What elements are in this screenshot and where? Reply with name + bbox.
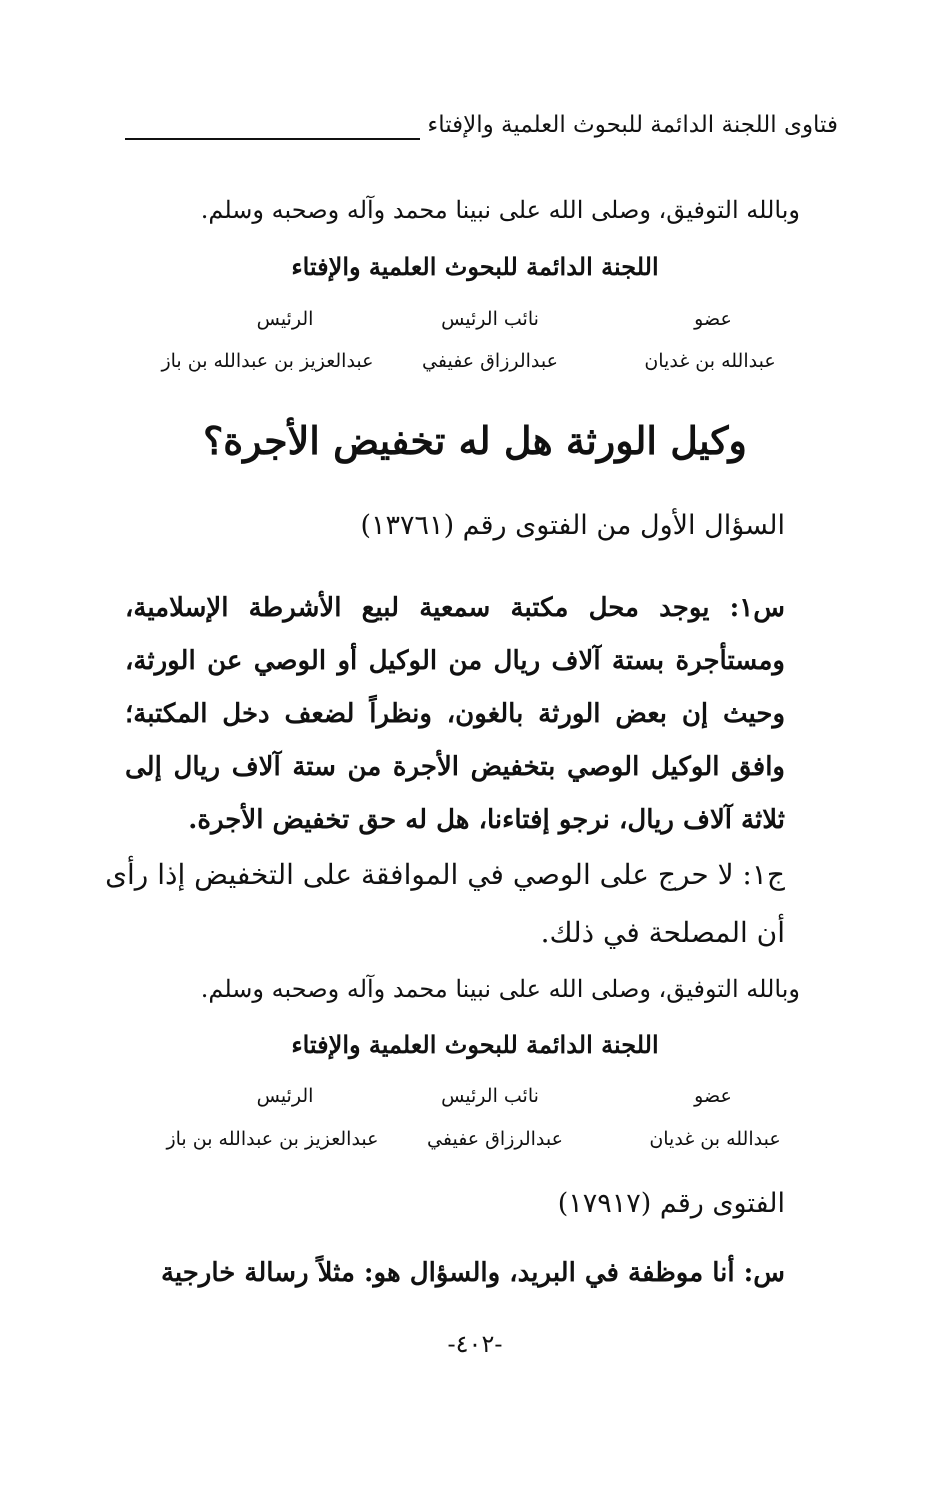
signatory-name-chairman: عبدالعزيز بن عبدالله بن باز [161,350,374,372]
question-text: س١: يوجد محل مكتبة سمعية لبيع الأشرطة الإسلامية، ومستأجرة بستة آلاف ريال من الوكيل أو الوصي عن الورثة، وحيث إن بعض الورثة بالغون، ونظراً لضعف دخل المكتبة؛ وافق الوكيل الوصي بتخفيض الأجرة من ستة آلاف ريال إلى ثلاثة آلاف ريال، نرجو إفتاءنا، هل له حق تخفيض الأجرة. [125,593,785,835]
signatory-title-chairman: الرئيس [256,1085,314,1107]
signatory-title-vice-chairman: نائب الرئيس [441,308,539,330]
signatory-name-member: عبدالله بن غديان [644,350,776,372]
answer-text: ج١: لا حرج على الوصي في الموافقة على التخفيض إذا رأى أن المصلحة في ذلك. [105,858,785,949]
section-title: وكيل الورثة هل له تخفيض الأجرة؟ [203,418,747,463]
header-rule [125,138,420,140]
signatory-title-chairman: الرئيس [256,308,314,330]
signatory-name-vice-chairman: عبدالرزاق عفيفي [422,350,558,372]
signatory-title-vice-chairman: نائب الرئيس [441,1085,539,1107]
signatory-name-vice-chairman: عبدالرزاق عفيفي [427,1128,563,1150]
closing-formula: وبالله التوفيق، وصلى الله على نبينا محمد وآله وصحبه وسلم. [200,196,800,224]
signatory-name-member: عبدالله بن غديان [649,1128,781,1150]
fatwa-number: الفتوى رقم (١٧٩١٧) [557,1188,785,1219]
fatwa-number: السؤال الأول من الفتوى رقم (١٣٧٦١) [360,510,785,541]
signatory-title-member: عضو [694,1085,732,1107]
closing-formula: وبالله التوفيق، وصلى الله على نبينا محمد وآله وصحبه وسلم. [200,975,800,1003]
signatory-name-chairman: عبدالعزيز بن عبدالله بن باز [166,1128,379,1150]
page-number: -٤٠٢- [447,1330,503,1358]
committee-name: اللجنة الدائمة للبحوث العلمية والإفتاء [291,1030,659,1059]
running-head: فتاوى اللجنة الدائمة للبحوث العلمية والإفتاء [427,112,838,138]
committee-name: اللجنة الدائمة للبحوث العلمية والإفتاء [291,252,659,281]
signatory-title-member: عضو [694,308,732,330]
question-text: س: أنا موظفة في البريد، والسؤال هو: مثلاً رسالة خارجية [160,1258,785,1288]
